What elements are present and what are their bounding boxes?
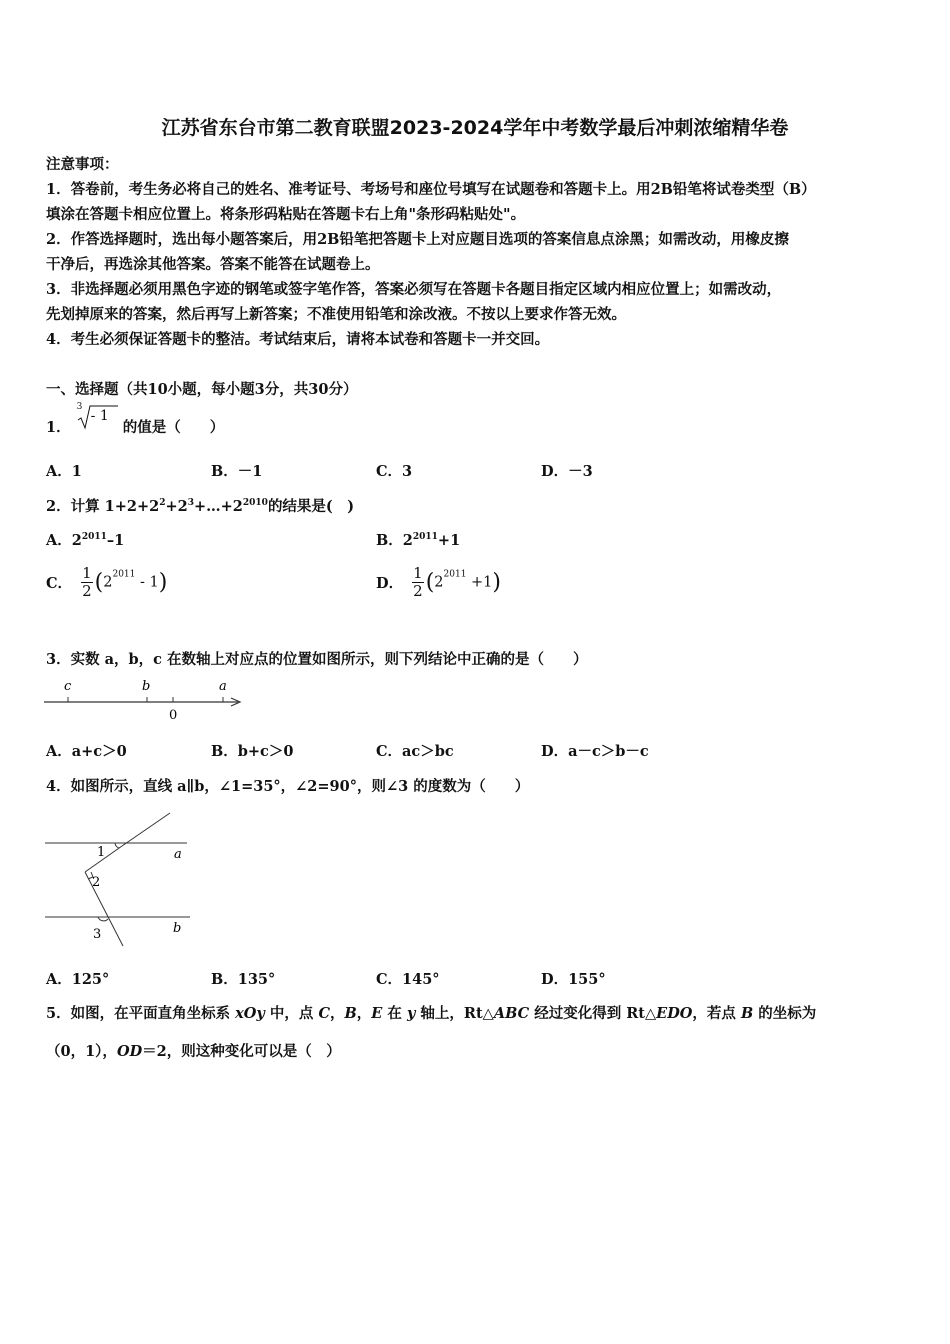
exponent: 2011 — [112, 569, 136, 580]
q2-option-c[interactable] — [46, 565, 167, 600]
math-var: OD — [116, 1043, 143, 1060]
q3-option-b[interactable]: B．b+c＞0 — [211, 743, 294, 760]
stem-part: ，若点 — [692, 1005, 741, 1022]
stem-part: ＝2，则这种变化可以是（ ） — [142, 1043, 341, 1060]
fraction — [412, 565, 424, 600]
option-tail: +1 — [466, 574, 493, 591]
question-4: 4．如图所示，直线 a∥b，∠1=35°，∠2=90°，则∠3 的度数为（ ） — [46, 778, 530, 795]
question-number: 1． — [46, 419, 71, 436]
q3-option-a[interactable]: A．a+c＞0 — [46, 743, 127, 760]
q1-option-d[interactable]: D．－3 — [541, 463, 593, 480]
right-paren: ) — [492, 570, 501, 595]
angle-1-label: 1 — [97, 845, 106, 860]
exponent: 2010 — [242, 498, 268, 508]
stem-part: 5．如图，在平面直角坐标系 — [46, 1005, 236, 1022]
angle-3-label: 3 — [93, 927, 102, 942]
math-var: C — [318, 1005, 330, 1022]
stem-part: ， — [356, 1005, 372, 1022]
fraction-denominator: 2 — [413, 582, 423, 600]
q1-option-a[interactable]: A．1 — [46, 463, 82, 480]
math-var: E — [371, 1005, 383, 1022]
base: 2 — [402, 532, 413, 549]
section-heading: 一、选择题（共10小题，每小题3分，共30分） — [46, 381, 358, 398]
base: 2 — [434, 574, 444, 591]
angle-arc-icon — [98, 917, 108, 921]
notice-line: 先划掉原来的答案，然后再写上新答案；不准使用铅笔和涂改液。不按以上要求作答无效。 — [46, 306, 626, 323]
option-tail: +1 — [437, 532, 461, 549]
stem-part: 在 — [382, 1005, 407, 1022]
stem-part: +2 — [165, 498, 188, 515]
question-2 — [46, 495, 354, 516]
question-5-line-1 — [46, 1002, 816, 1023]
exponent: 2011 — [443, 569, 467, 580]
option-label: B． — [376, 532, 403, 549]
math-var: ABC — [493, 1005, 530, 1022]
exponent: 3 — [187, 498, 194, 508]
stem-part: ， — [330, 1005, 345, 1022]
line-a-label: a — [174, 847, 182, 862]
number-line-figure — [40, 674, 250, 722]
exponent: 2011 — [412, 532, 438, 542]
q3-option-d[interactable]: D．a－c＞b－c — [541, 743, 649, 760]
math-var: B — [740, 1005, 754, 1022]
stem-part: （0，1）， — [46, 1043, 117, 1060]
notice-line: 3．非选择题必须用黑色字迹的钢笔或签字笔作答，答案必须写在答题卡各题目指定区域内相应位置上；如需改动， — [46, 281, 782, 298]
label-zero: 0 — [169, 708, 178, 722]
notice-line: 1．答卷前，考生务必将自己的姓名、准考证号、考场号和座位号填写在试题卷和答题卡上。用2B铅笔将试卷类型（B） — [46, 181, 816, 198]
option-label: D． — [376, 575, 404, 592]
stem-part: 中，点 — [264, 1005, 319, 1022]
option-label: A． — [46, 532, 72, 549]
label-a: a — [219, 679, 227, 694]
q3-option-c[interactable]: C．ac＞bc — [376, 743, 454, 760]
q4-option-b[interactable]: B．135° — [211, 971, 276, 988]
q1-option-b[interactable]: B．－1 — [211, 463, 263, 480]
parallel-lines-figure — [40, 808, 200, 950]
notice-line: 填涂在答题卡相应位置上。将条形码粘贴在答题卡右上角"条形码粘贴处"。 — [46, 206, 526, 223]
radicand: - 1 — [90, 408, 109, 424]
math-var: EDO — [656, 1005, 693, 1022]
option-tail: –1 — [106, 532, 125, 549]
stem-part: +…+2 — [193, 498, 243, 515]
cube-root — [76, 402, 118, 434]
angle-2-label: 2 — [92, 875, 101, 890]
q2-option-b[interactable] — [376, 529, 460, 550]
right-paren: ) — [158, 570, 168, 595]
exponent: 2011 — [81, 532, 107, 542]
radical-index: 3 — [76, 402, 83, 412]
page-title: 江苏省东台市第二教育联盟2023-2024学年中考数学最后冲刺浓缩精华卷 — [161, 117, 789, 139]
angle-arc-icon — [115, 843, 119, 848]
stem-part: 轴上，Rt△ — [415, 1005, 494, 1022]
math-var: B — [344, 1005, 357, 1022]
option-label: C． — [46, 575, 73, 592]
math-var: y — [406, 1005, 416, 1022]
stem-part: 的结果是( ) — [267, 498, 355, 515]
base: 2 — [103, 574, 113, 591]
option-tail: - 1 — [135, 574, 159, 591]
fraction-denominator: 2 — [82, 582, 92, 600]
stem-part: 2．计算 1+2+2 — [46, 498, 160, 515]
question-3: 3．实数 a，b，c 在数轴上对应点的位置如图所示，则下列结论中正确的是（ ） — [46, 651, 588, 668]
exponent: 2 — [159, 498, 166, 508]
question-text: 的值是（ ） — [122, 419, 225, 436]
q4-option-d[interactable]: D．155° — [541, 971, 606, 988]
transversal-lower — [85, 872, 123, 946]
left-paren: ( — [94, 570, 104, 595]
stem-part: 的坐标为 — [753, 1005, 817, 1022]
notice-heading: 注意事项： — [46, 156, 119, 173]
fraction — [81, 565, 93, 600]
fraction-numerator: 1 — [413, 564, 423, 582]
math-var: xOy — [235, 1005, 265, 1022]
notice-line: 干净后，再选涂其他答案。答案不能答在试题卷上。 — [46, 256, 380, 273]
fraction-numerator: 1 — [82, 564, 92, 582]
stem-part: 经过变化得到 Rt△ — [529, 1005, 657, 1022]
label-b: b — [142, 679, 151, 694]
q4-option-c[interactable]: C．145° — [376, 971, 440, 988]
notice-line: 2．作答选择题时，选出每小题答案后，用2B铅笔把答题卡上对应题目选项的答案信息点涂黑；如需改动，用橡皮擦 — [46, 231, 789, 248]
line-b-label: b — [173, 921, 182, 936]
q2-option-a[interactable] — [46, 529, 124, 550]
label-c: c — [64, 679, 72, 694]
base: 2 — [71, 532, 82, 549]
q2-option-d[interactable] — [376, 565, 501, 600]
question-5-line-2 — [46, 1040, 341, 1061]
question-1 — [46, 402, 225, 437]
q1-option-c[interactable]: C．3 — [376, 463, 413, 480]
notice-line: 4．考生必须保证答题卡的整洁。考试结束后，请将本试卷和答题卡一并交回。 — [46, 331, 550, 348]
transversal-upper — [122, 813, 170, 846]
q4-option-a[interactable]: A．125° — [46, 971, 110, 988]
left-paren: ( — [425, 570, 435, 595]
